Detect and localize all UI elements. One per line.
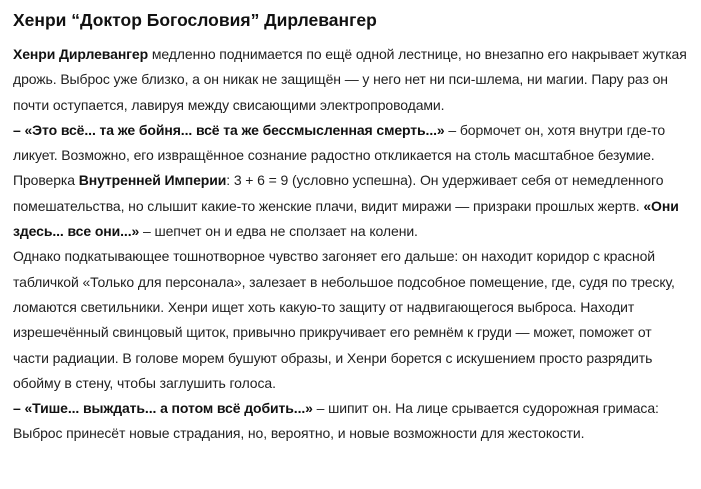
paragraph-5-text: – шипит он. На лице срывается судорожная гримаса: Выброс принесёт новые страдания, но, вероятно, и новые возможности для жестокости.	[13, 400, 659, 442]
character-name: Хенри Дирлевангер	[13, 46, 149, 62]
paragraph-3-text: – шепчет он и едва не сползает на колени.	[139, 223, 418, 240]
check-lead: Проверка	[13, 172, 79, 189]
check-result: : 3 + 6 = 9 (условно успешна). Он удерживает себя от немедленного помешательства, но слышит какие-то женские плачи, видит миражи — призраки прошлых жертв.	[13, 172, 664, 214]
check-skill: Внутренней Империи	[78, 172, 227, 189]
paragraph-2-text: – бормочет он, хотя внутри где-то ликует. Возможно, его извращённое сознание радостно откликается на столь масштабное безумие.	[13, 121, 666, 164]
paragraph-1-text: медленно поднимается по ещё одной лестнице, но внезапно его накрывает жуткая дрожь. Выброс уже близко, а он никак не защищён — у него нет ни пси-шлема, ни магии. Пару раз он почти оступается, лавируя между свисающими электропроводами.	[13, 46, 687, 113]
quote-2: «Они здесь... все они...»	[13, 197, 679, 240]
quote-3: – «Тише... выждать... а потом всё добить...»	[13, 400, 313, 417]
paragraph-1	[13, 42, 689, 118]
paragraph-3	[13, 168, 689, 244]
paragraph-5	[13, 396, 689, 447]
post-title: Хенри “Доктор Богословия” Дирлевангер	[13, 10, 377, 30]
paragraph-2	[13, 118, 689, 169]
post-body	[13, 42, 689, 447]
paragraph-4: Однако подкатывающее тошнотворное чувство загоняет его дальше: он находит коридор с красной табличкой «Только для персонала», залезает в небольшое подсобное помещение, где, судя по треску, ломаются светильники. Хенри ищет хоть какую-то защиту от надвигающегося выброса. Находит изрешечённый свинцовый щиток, привычно прикручивает его ремнём к груди — может, поможет от части радиации. В голове морем бушуют образы, и Хенри борется с искушением просто разрядить обойму в стену, чтобы заглушить голоса.	[13, 248, 675, 391]
quote-1: – «Это всё... та же бойня... всё та же бессмысленная смерть...»	[13, 121, 445, 138]
